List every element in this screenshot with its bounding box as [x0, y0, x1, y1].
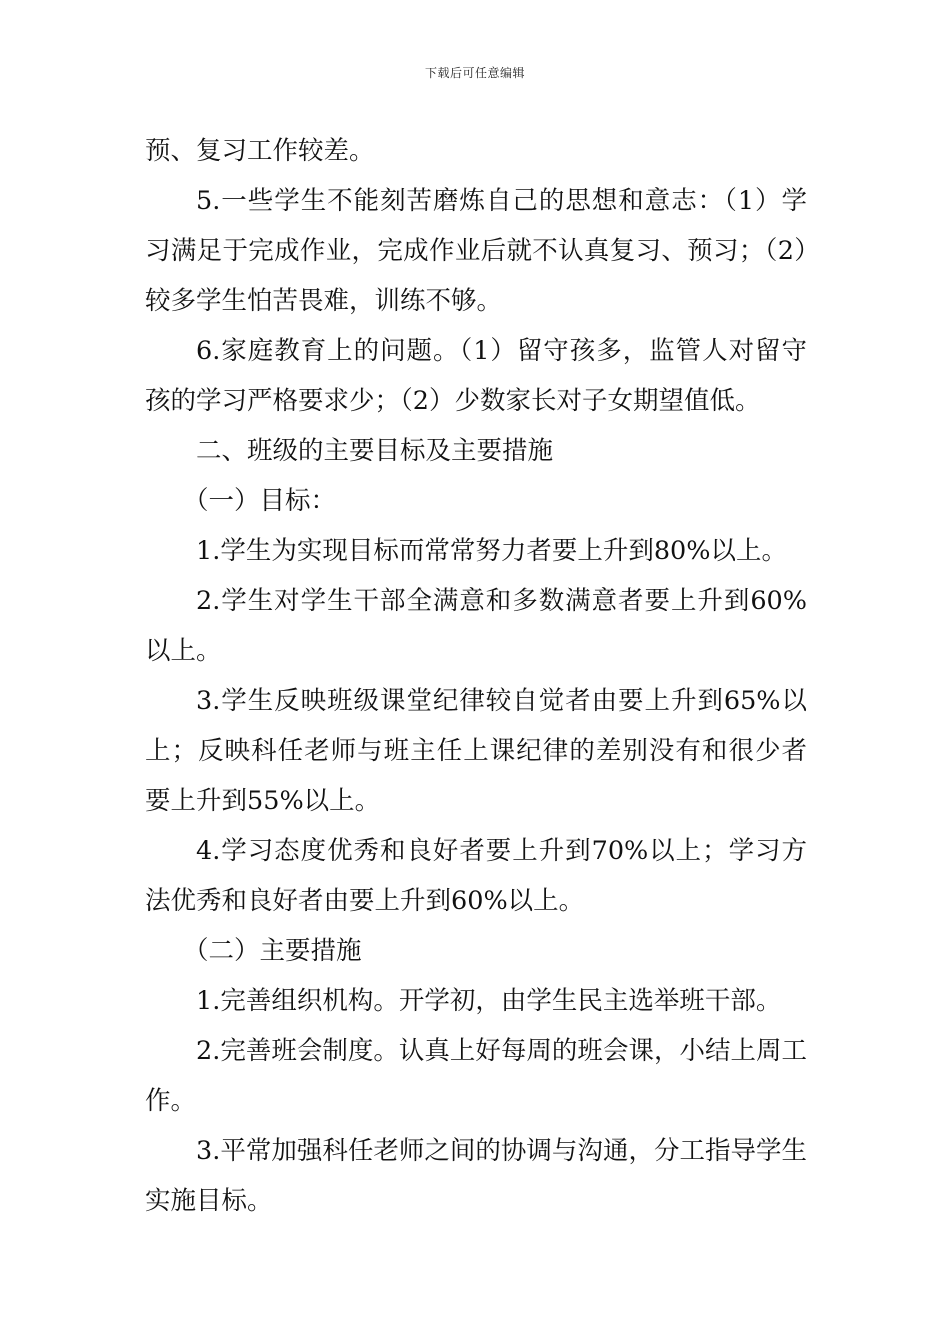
- subsection-heading-measures: （二）主要措施: [183, 936, 362, 966]
- goal-item-1: 1.学生为实现目标而常常努力者要上升到80%以上。: [196, 536, 788, 566]
- goal-item-4: 4.学习态度优秀和良好者要上升到70%以上；学习方法优秀和良好者由要上升到60%以上。: [145, 836, 807, 916]
- measure-item-3: 3.平常加强科任老师之间的协调与沟通，分工指导学生实施目标。: [145, 1136, 807, 1216]
- goal-item-2: 2.学生对学生干部全满意和多数满意者要上升到60%以上。: [145, 586, 807, 666]
- document-body: [145, 126, 807, 1226]
- goal-item-3: 3.学生反映班级课堂纪律较自觉者由要上升到65%以上；反映科任老师与班主任上课纪律的差别没有和很少者要上升到55%以上。: [145, 686, 807, 816]
- paragraph-item-5: 5.一些学生不能刻苦磨炼自己的思想和意志：（1）学习满足于完成作业，完成作业后就不认真复习、预习；（2）较多学生怕苦畏难，训练不够。: [145, 186, 807, 316]
- paragraph-continuation: 预、复习工作较差。: [145, 136, 375, 166]
- measure-item-1: 1.完善组织机构。开学初，由学生民主选举班干部。: [196, 986, 782, 1016]
- paragraph-item-6: 6.家庭教育上的问题。（1）留守孩多，监管人对留守孩的学习严格要求少；（2）少数家长对子女期望值低。: [145, 336, 807, 416]
- section-heading: 二、班级的主要目标及主要措施: [196, 436, 554, 466]
- measure-item-2: 2.完善班会制度。认真上好每周的班会课，小结上周工作。: [145, 1036, 807, 1116]
- subsection-heading-goals: （一）目标：: [183, 486, 337, 516]
- page-header: 下载后可任意编辑: [424, 66, 525, 80]
